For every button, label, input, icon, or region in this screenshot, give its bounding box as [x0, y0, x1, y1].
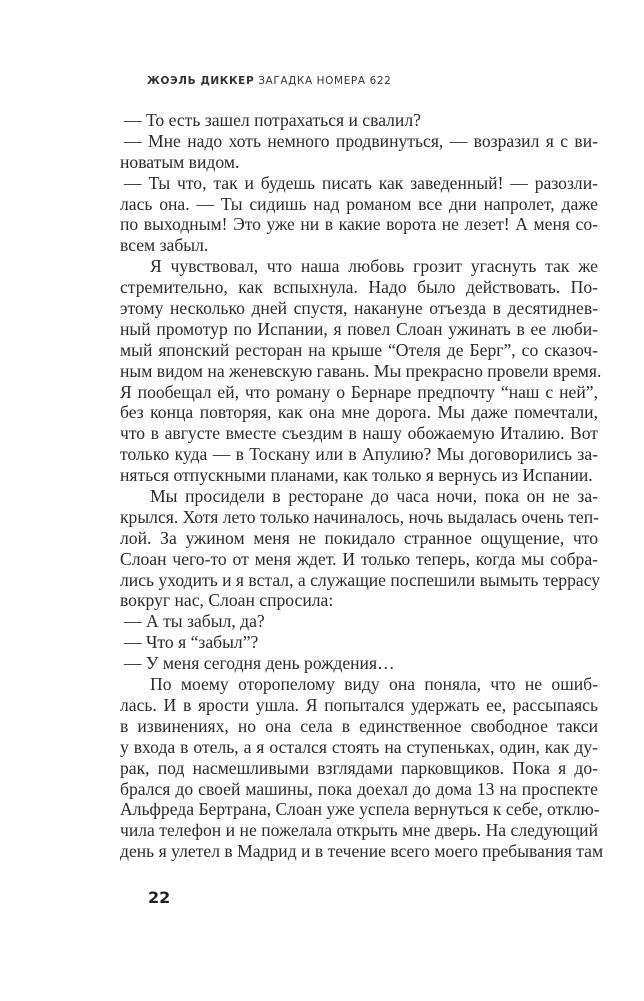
text-line: — То есть зашел потрахаться и свалил?	[124, 110, 421, 130]
text-line: няться отпускными планами, как только я вернусь из Испании.	[120, 465, 593, 486]
text-line: — Ты что, так и будешь писать как заведенный! — разозли-	[124, 172, 598, 193]
text-line: — Что я “забыл”?	[124, 632, 259, 653]
text-line: стремительно, как вспыхнула. Надо было действовать. По-	[120, 277, 598, 298]
text-line: по выходным! Это уже ни в какие ворота не лезет! А меня со-	[120, 214, 598, 235]
text-line: этому несколько дней спустя, накануне отъезда в десятиднев-	[120, 298, 598, 319]
text-line: лись уходить и я встал, а служащие поспешили вымыть террасу	[120, 569, 601, 590]
text-line: день я улетел в Мадрид и в течение всего моего пребывания там	[120, 841, 604, 862]
text-line: мый японский ресторан на крыше “Отеля де Берг”, со сказоч-	[120, 339, 598, 360]
text-line: что в августе вместе съездим в нашу обожаемую Италию. Вот	[120, 423, 598, 444]
header-author: ЖОЭЛЬ ДИККЕР	[147, 75, 255, 87]
text-line: брался до своей машины, пока доехал до дома 13 на проспекте	[120, 778, 598, 799]
page-body-text	[120, 110, 604, 862]
text-line: рак, под насмешливыми взглядами парковщиков. Пока я до-	[120, 757, 598, 778]
text-line: в извинениях, но она села в единственное свободное такси	[120, 715, 598, 736]
text-line: Альфреда Бертрана, Слоан уже успела вернуться к себе, отклю-	[120, 799, 600, 820]
text-line: лась. И в ярости ушла. Я попытался удержать ее, рассыпаясь	[120, 694, 598, 715]
text-line: — А ты забыл, да?	[124, 611, 265, 632]
text-line: лой. За ужином меня не покидало странное ощущение, что	[120, 527, 598, 548]
text-line: ный промотур по Испании, я повел Слоан ужинать в ее люби-	[120, 318, 598, 339]
text-line: Слоан чего-то от меня ждет. И только теперь, когда мы собра-	[120, 548, 598, 569]
running-header	[147, 75, 391, 87]
text-line: — Мне надо хоть немного продвинуться, — возразил я с ви-	[124, 130, 598, 151]
page-number: 22	[148, 888, 171, 907]
header-book-title: ЗАГАДКА НОМЕРА 622	[258, 75, 392, 87]
text-line: Мы просидели в ресторане до часа ночи, пока он не за-	[150, 486, 598, 507]
text-line: без конца повторяя, как она мне дорога. Мы даже помечтали,	[120, 402, 598, 423]
text-line: у входа в отель, а я остался стоять на ступеньках, один, как ду-	[120, 736, 598, 757]
text-line: лась она. — Ты сидишь над романом все дни напролет, даже	[120, 193, 598, 214]
text-line: — У меня сегодня день рождения…	[124, 653, 395, 674]
text-line: Я чувствовал, что наша любовь грозит угаснуть так же	[150, 256, 598, 277]
text-line: новатым видом.	[120, 151, 240, 172]
text-line: чила телефон и не пожелала открыть мне дверь. На следующий	[120, 820, 598, 841]
text-line: только куда — в Тоскану или в Апулию? Мы договорились за-	[120, 444, 598, 465]
text-line: Я пообещал ей, что роману о Бернаре предпочту “наш с ней”,	[120, 381, 598, 402]
text-line: всем забыл.	[120, 235, 209, 256]
text-line: По моему оторопелому виду она поняла, что не ошиб-	[150, 674, 598, 695]
text-line: ным видом на женевскую гавань. Мы прекрасно провели время.	[120, 360, 602, 381]
text-line: крылся. Хотя лето только начиналось, ночь выдалась очень теп-	[120, 506, 599, 527]
text-line: вокруг нас, Слоан спросила:	[120, 590, 334, 611]
